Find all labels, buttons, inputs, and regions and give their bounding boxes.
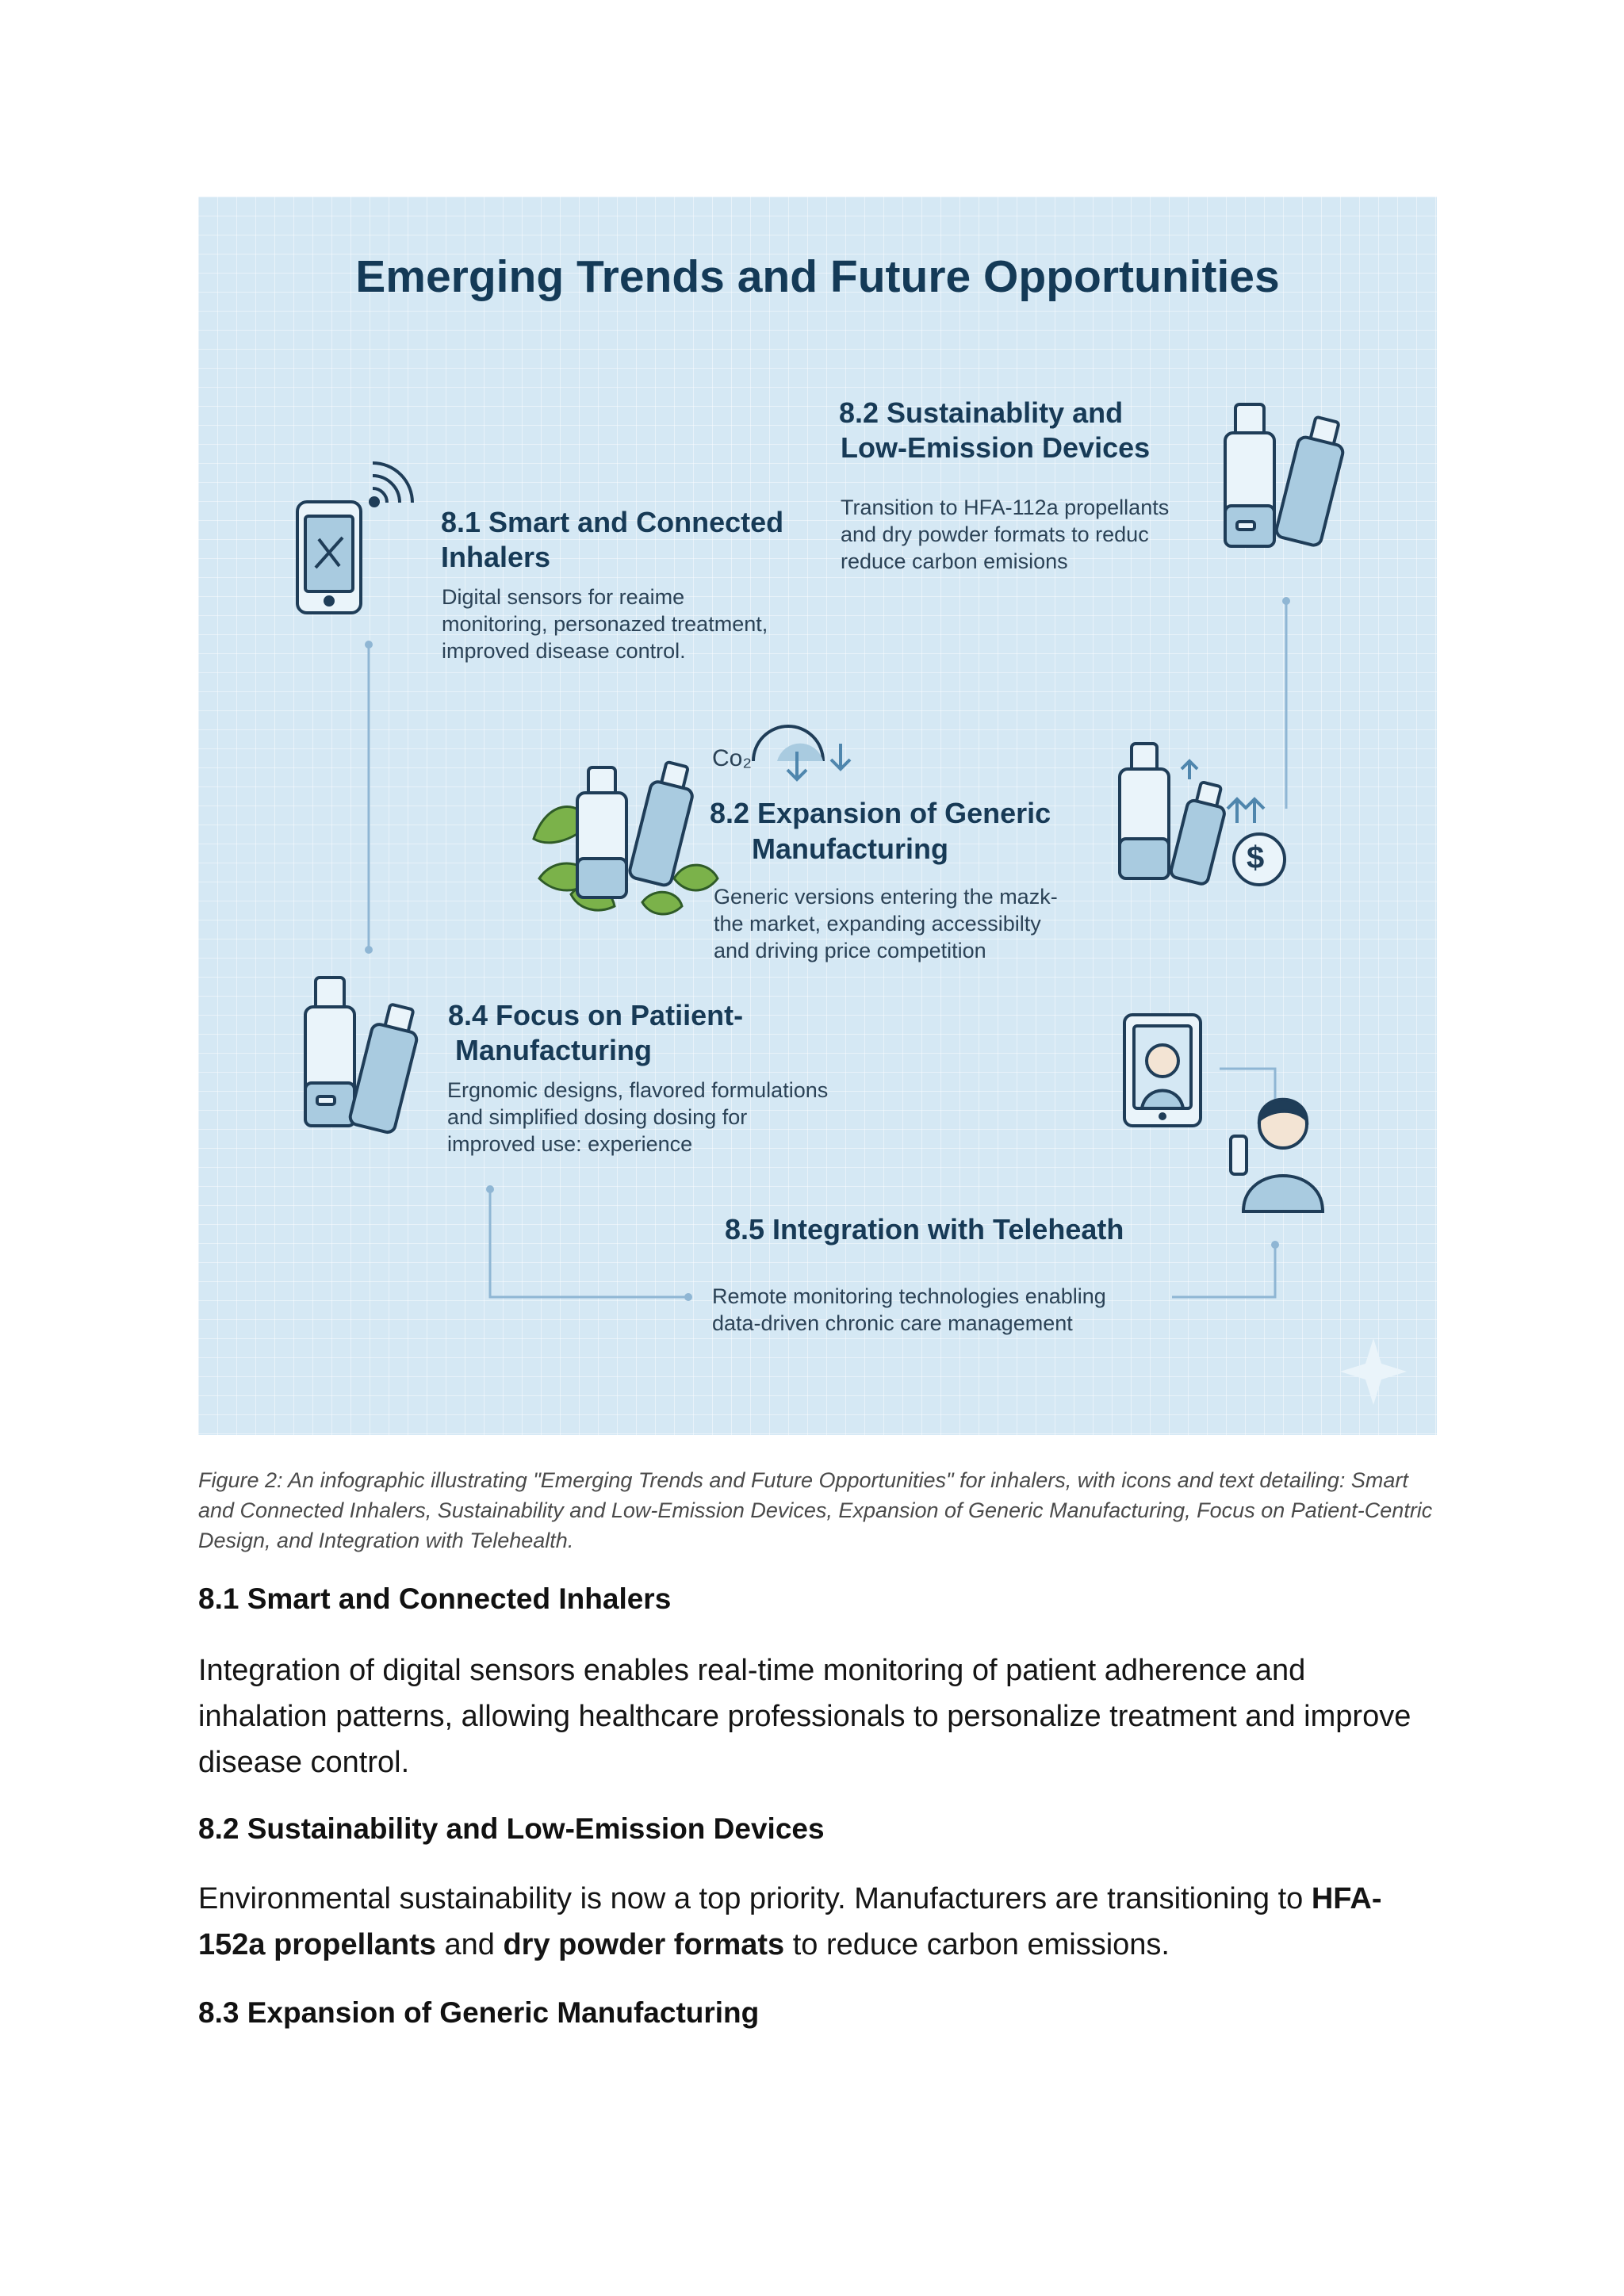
patient-avatar-icon [1231, 1100, 1323, 1211]
trend-patient-desc-line3: improved use: experience [447, 1132, 693, 1156]
trend-sustainability-heading-line2: Low-Emission Devices [841, 431, 1151, 464]
trend-generic-desc-line1: Generic versions entering the mazk- [714, 885, 1058, 909]
trend-telehealth-heading: 8.5 Integration with Teleheath [725, 1213, 1124, 1246]
trend-patient-desc-line2: and simplified dosing dosing for [447, 1105, 748, 1129]
trend-generic-heading-line1: 8.2 Expansion of Generic [710, 797, 1051, 829]
co2-cloud-icon [753, 726, 850, 779]
sparkle-icon [1340, 1338, 1407, 1405]
connector-bottom-right [1172, 1245, 1275, 1297]
trend-patient-heading-line2: Manufacturing [455, 1034, 652, 1066]
trend-sustainability-desc-line1: Transition to HFA-112a propellants [841, 496, 1170, 519]
trend-smart-heading-line1: 8.1 Smart and Connected [441, 506, 784, 538]
trend-patient-desc-line1: Ergnomic designs, flavored formulations [447, 1078, 829, 1102]
trend-generic-desc-line3: and driving price competition [714, 939, 986, 962]
dollar-symbol: $ [1247, 840, 1265, 875]
trend-smart-heading-line2: Inhalers [441, 541, 551, 573]
trend-telehealth-desc-line1: Remote monitoring technologies enabling [712, 1284, 1106, 1308]
section-heading-smart-inhalers: 8.1 Smart and Connected Inhalers [198, 1582, 672, 1615]
trend-patient-heading-line1: 8.4 Focus on Patiient- [448, 999, 744, 1031]
connector-tele [1220, 1069, 1275, 1108]
trend-sustainability-desc-line3: reduce carbon emisions [841, 549, 1068, 573]
trend-generic-desc-line2: the market, expanding accessibilty [714, 912, 1041, 936]
sustainability-bold-dry-powder: dry powder formats [503, 1928, 785, 1961]
trend-generic-heading-line2: Manufacturing [752, 832, 948, 865]
section-body-smart-inhalers: Integration of digital sensors enables real-time monitoring of patient adherence and inhalation patterns, allowing healthcare professionals to personalize treatment and improve disease control. [198, 1654, 1411, 1779]
sustainability-text-3: to reduce carbon emissions. [784, 1928, 1170, 1961]
section-body-sustainability [198, 1876, 1435, 1968]
sustainability-text-1: Environmental sustainability is now a top priority. Manufacturers are transitioning to [198, 1882, 1312, 1915]
section-heading-generic-manufacturing: 8.3 Expansion of Generic Manufacturing [198, 1996, 760, 2029]
trend-smart-desc-line2: monitoring, personazed treatment, [442, 612, 768, 636]
connector-bottom-left [490, 1189, 688, 1297]
inhaler-pair-left-icon [305, 978, 423, 1134]
co2-label: Co₂ [712, 745, 752, 771]
sustainability-bold-propellants: HFA-152a propellants [198, 1882, 1382, 1961]
inhaler-pair-icon [1225, 404, 1350, 547]
trend-sustainability-heading-line1: 8.2 Sustainablity and [839, 396, 1124, 429]
figure-caption: Figure 2: An infographic illustrating "Emerging Trends and Future Opportunities" for inhalers, with icons and text detailing: Smart and Connected Inhalers, Sustainability and Low-Emission Devices, Expansion of Generic Manufacturing, Focus on Patient-Centric Design, and Integration with Telehealth. [198, 1468, 1433, 1552]
sustainability-text-2: and [435, 1928, 504, 1961]
telehealth-tablet-icon [1124, 1015, 1201, 1126]
smartphone-icon [297, 502, 361, 613]
infographic-figure [198, 197, 1437, 1435]
trend-smart-desc-line3: improved disease control. [442, 639, 686, 663]
wifi-icon [370, 463, 412, 506]
trend-sustainability-desc-line2: and dry powder formats to reduc [841, 522, 1149, 546]
infographic-title: Emerging Trends and Future Opportunities [355, 251, 1280, 302]
inhaler-price-icon [1120, 744, 1231, 886]
section-heading-sustainability: 8.2 Sustainability and Low-Emission Devices [198, 1812, 825, 1845]
trend-telehealth-desc-line2: data-driven chronic care management [712, 1311, 1073, 1335]
trend-smart-desc-line1: Digital sensors for reaime [442, 585, 685, 609]
